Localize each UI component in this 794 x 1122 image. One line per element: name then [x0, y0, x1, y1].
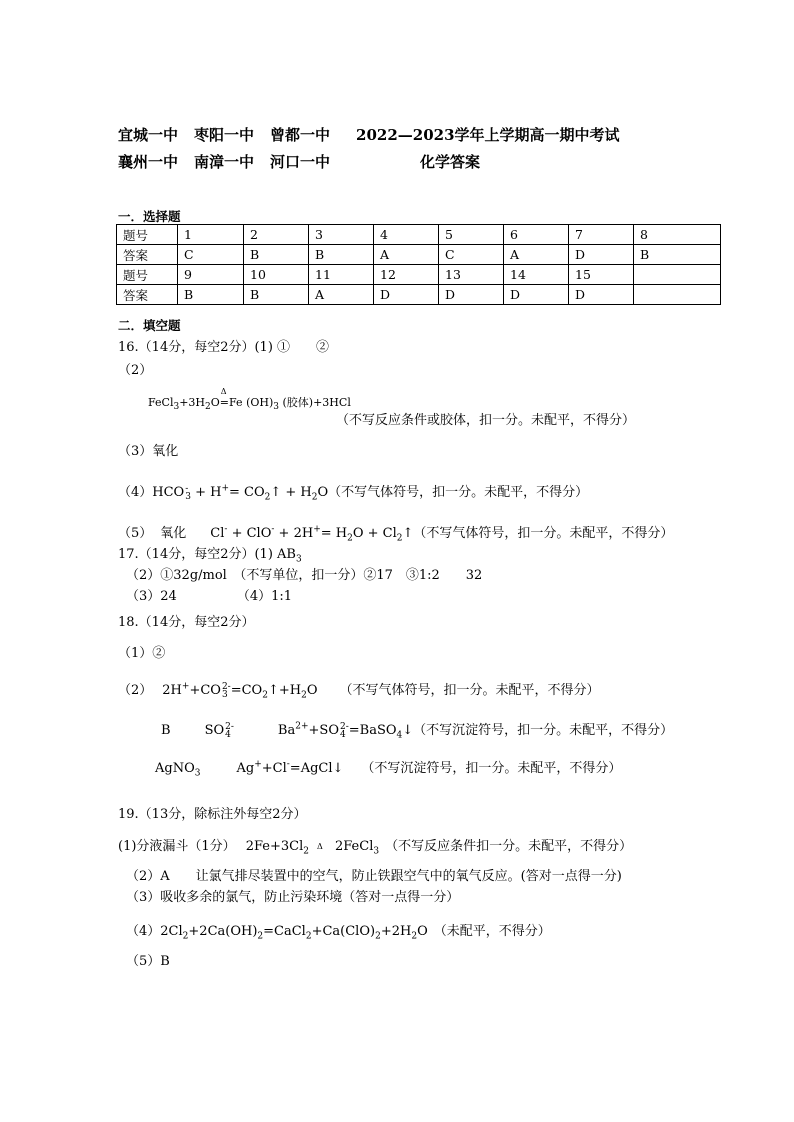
table-cell: D: [569, 245, 634, 265]
eq-sup: -: [271, 524, 275, 535]
table-cell: 9: [178, 265, 244, 285]
eq-text: 2FeCl: [334, 839, 374, 854]
answer-text: (1)分液漏斗（1分）: [118, 839, 236, 854]
eq-text: + ClO: [227, 526, 272, 541]
eq-sub: 3: [173, 402, 180, 413]
eq-sub: 2: [301, 690, 307, 701]
eq-sup: +: [313, 524, 321, 535]
eq-text: O: [210, 396, 220, 409]
eq-text: Fe: [229, 396, 243, 409]
answer-text: B: [161, 723, 171, 738]
school-name: 曾都一中: [270, 126, 331, 144]
eq-text: +2H: [380, 924, 412, 939]
eq-sub: 3: [373, 846, 380, 857]
table-cell: B: [309, 245, 374, 265]
eq-text: (胶体): [282, 396, 314, 409]
table-cell: 6: [504, 225, 569, 245]
grading-note: （未配平，不得分）: [433, 924, 551, 939]
eq-sup: 2-: [339, 721, 349, 732]
eq-text: O + Cl: [352, 526, 397, 541]
table-cell: 4: [374, 225, 439, 245]
eq-text: = H: [320, 526, 348, 541]
q16-part2-label: （2）: [118, 363, 153, 378]
table-row: [117, 265, 721, 285]
table-cell: D: [374, 285, 439, 305]
table-cell: [634, 265, 721, 285]
q16-head: 16.（14分，每空2分）(1) ① ②: [118, 340, 330, 355]
table-cell: 10: [244, 265, 309, 285]
grading-note: （不写气体符号，扣一分。未配平，不得分）: [328, 485, 589, 500]
eq-sub: 3: [273, 402, 279, 413]
table-cell: 13: [439, 265, 504, 285]
part-label: （2）: [118, 683, 153, 698]
eq-sub: 2: [396, 533, 403, 544]
school-name: 河口一中: [270, 153, 331, 171]
q17-head: [118, 543, 302, 565]
table-cell: 7: [569, 225, 634, 245]
section-title: 二．填空题: [118, 318, 181, 333]
eq-sup: -: [286, 759, 290, 770]
eq-text: =AgCl↓: [289, 761, 344, 776]
eq-text: +Cl: [261, 761, 287, 776]
question-head: 17.（14分，每空2分）(1) AB: [118, 547, 296, 562]
table-cell: 答案: [117, 245, 178, 265]
delta-symbol: Δ: [316, 842, 323, 851]
q17-part3-4: [126, 585, 292, 604]
grading-note: （不写气体符号，扣一分。未配平，不得分）: [413, 526, 674, 541]
part-label: （5）: [118, 526, 153, 541]
eq-text: = CO: [229, 485, 265, 500]
eq-sup: 2-: [221, 681, 231, 692]
exam-title: 2022—2023学年上学期高一期中考试: [356, 126, 620, 144]
section-title: 一．选择题: [118, 209, 181, 224]
q16-part2-note: （不写反应条件或胶体，扣一分。未配平，不得分）: [336, 413, 636, 428]
eq-sup: +: [221, 483, 229, 494]
q18-part2: [118, 679, 600, 701]
eq-text: SO: [204, 723, 225, 738]
eq-sub: 2: [411, 931, 418, 942]
table-cell: [634, 285, 721, 305]
eq-text: ↑: [402, 526, 414, 541]
q17-part2: （2）①32g/mol （不写单位，扣一分）②17 ③1:2 32: [126, 568, 483, 583]
eq-text: ↑+H: [267, 683, 302, 698]
school-name: 宜城一中: [118, 126, 179, 144]
table-cell: D: [569, 285, 634, 305]
q18-part1: （1）②: [118, 646, 166, 661]
table-cell: 答案: [117, 285, 178, 305]
eq-text: =BaSO: [348, 723, 397, 738]
eq-text: 2Fe+3Cl: [245, 839, 304, 854]
table-cell: B: [634, 245, 721, 265]
eq-text: O: [317, 485, 329, 500]
eq-sub: 2: [264, 492, 271, 503]
table-cell: B: [244, 285, 309, 305]
eq-sub: 3: [295, 554, 302, 565]
table-cell: 题号: [117, 225, 178, 245]
eq-text: (OH): [246, 396, 274, 409]
table-cell: 2: [244, 225, 309, 245]
header-line-1: [118, 124, 620, 145]
eq-text: （4）HCO: [118, 485, 185, 500]
eq-text: AgNO: [155, 761, 195, 776]
table-cell: A: [374, 245, 439, 265]
eq-text: FeCl: [148, 396, 174, 409]
eq-sub: 3: [221, 689, 228, 700]
eq-sub: 3: [185, 491, 191, 502]
table-cell: 题号: [117, 265, 178, 285]
school-name: 襄州一中: [118, 153, 179, 171]
eq-text: +2Ca(OH): [188, 924, 258, 939]
table-cell: A: [309, 285, 374, 305]
q18-b-line: [161, 719, 673, 741]
eq-text: +SO: [308, 723, 339, 738]
eq-text: Ag: [236, 761, 255, 776]
table-cell: C: [439, 245, 504, 265]
table-row: [117, 245, 721, 265]
grading-note: （不写沉淀符号，扣一分。未配平，不得分）: [361, 761, 622, 776]
q16-part4: [118, 481, 588, 503]
table-cell: A: [504, 245, 569, 265]
q19-part4: [126, 920, 551, 942]
eq-sub: 2: [311, 492, 318, 503]
q19-part1: [118, 835, 632, 857]
q19-part5: （5）B: [126, 954, 170, 969]
q19-head: 19.（13分，除标注外每空2分）: [118, 807, 307, 822]
eq-sup: +: [181, 681, 190, 692]
eq-text: O: [417, 924, 428, 939]
table-row: [117, 225, 721, 245]
header-line-2: [118, 151, 480, 172]
answer-text: （4）1:1: [236, 589, 293, 604]
eq-sup: +: [254, 759, 262, 770]
eq-sup: 2+: [295, 721, 309, 732]
eq-text: 2H: [162, 683, 182, 698]
eq-sup: -: [224, 524, 228, 535]
table-cell: 1: [178, 225, 244, 245]
table-cell: 3: [309, 225, 374, 245]
school-name: 枣阳一中: [194, 126, 255, 144]
grading-note: （不写气体符号，扣一分。未配平，不得分）: [339, 683, 600, 698]
eq-sub: 2: [262, 690, 268, 701]
eq-text: +3H: [179, 396, 206, 409]
eq-text: Ba: [277, 723, 296, 738]
table-cell: 5: [439, 225, 504, 245]
delta-symbol: Δ: [220, 387, 227, 396]
eq-text: =: [219, 396, 230, 409]
answer-text: （3）24: [126, 589, 177, 604]
eq-sub: 4: [396, 730, 403, 741]
table-cell: 8: [634, 225, 721, 245]
table-cell: 11: [309, 265, 374, 285]
answer-table: [116, 224, 721, 305]
eq-sub: 2: [303, 846, 309, 857]
eq-sub: 4: [225, 729, 231, 740]
eq-text: + 2H: [274, 526, 314, 541]
eq-text: ↓: [402, 723, 414, 738]
answer-text: 氧化: [160, 526, 187, 541]
eq-sub: 2: [205, 402, 211, 413]
eq-sub: 2: [257, 931, 264, 942]
school-name: 南漳一中: [194, 153, 255, 171]
eq-text: =CO: [230, 683, 263, 698]
exam-subtitle: 化学答案: [420, 153, 481, 171]
eq-sub: 2: [375, 931, 381, 942]
q16-part3: （3）氧化: [118, 444, 179, 459]
table-cell: 15: [569, 265, 634, 285]
eq-text: +CO: [189, 683, 221, 698]
eq-text: +3HCl: [313, 396, 351, 409]
q18-ag-line: [155, 757, 621, 779]
table-cell: D: [504, 285, 569, 305]
eq-sub: 2: [182, 931, 189, 942]
eq-text: O: [306, 683, 318, 698]
table-row: [117, 285, 721, 305]
q19-part3: （3）吸收多余的氯气，防止污染环境（答对一点得一分）: [126, 890, 460, 905]
q19-part2: （2）A 让氯气排尽装置中的空气，防止铁跟空气中的氧气反应。(答对一点得一分): [126, 869, 622, 884]
q18-head: 18.（14分，每空2分）: [118, 615, 255, 630]
table-cell: 14: [504, 265, 569, 285]
part-label: （4）: [126, 924, 161, 939]
table-cell: C: [178, 245, 244, 265]
q16-equation: [148, 387, 351, 413]
grading-note: （不写沉淀符号，扣一分。未配平，不得分）: [413, 723, 674, 738]
eq-sub: 2: [305, 931, 312, 942]
table-cell: D: [439, 285, 504, 305]
eq-text: =CaCl: [263, 924, 306, 939]
table-cell: 12: [374, 265, 439, 285]
q16-part5: [118, 522, 673, 544]
grading-note: （不写反应条件扣一分。未配平，不得分）: [385, 839, 633, 854]
eq-sup: -: [185, 483, 189, 494]
eq-sub: 3: [194, 768, 201, 779]
eq-text: 2Cl: [160, 924, 183, 939]
eq-text: + H: [190, 485, 222, 500]
eq-sub: 4: [339, 729, 346, 740]
table-cell: B: [178, 285, 244, 305]
eq-sub: 2: [347, 533, 353, 544]
table-cell: B: [244, 245, 309, 265]
eq-text: ↑ + H: [270, 485, 312, 500]
eq-text: Cl: [210, 526, 225, 541]
eq-text: +Ca(ClO): [311, 924, 376, 939]
eq-sup: 2-: [225, 721, 234, 732]
